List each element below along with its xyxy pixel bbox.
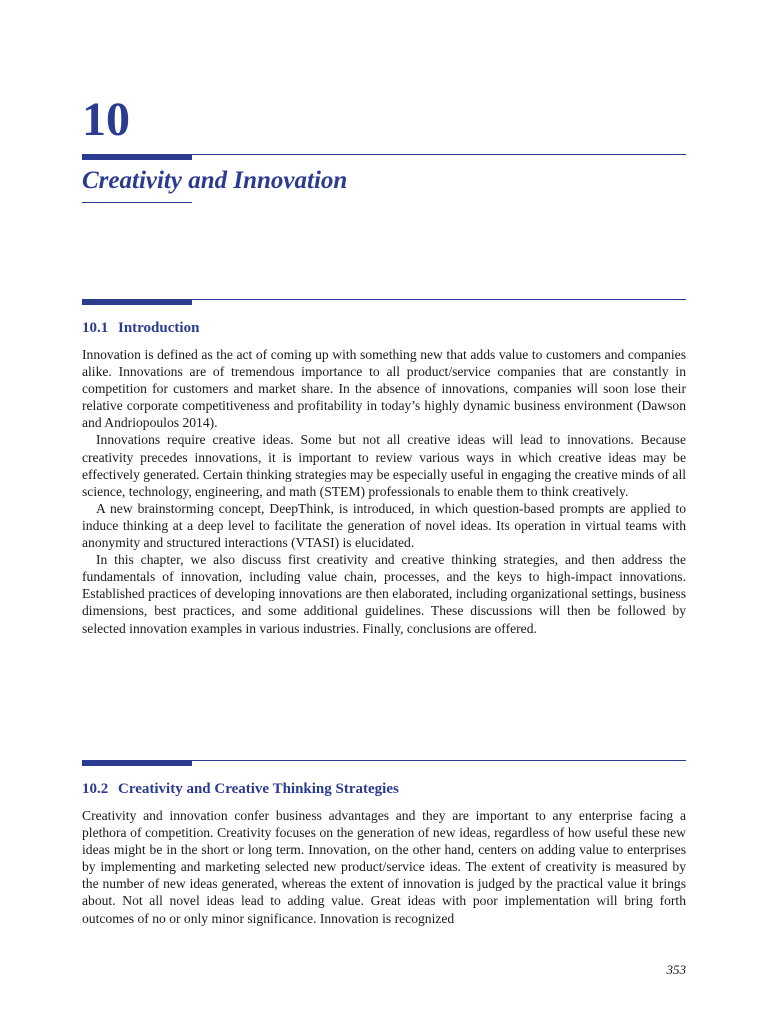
chapter-title-underline (82, 202, 192, 203)
paragraph: In this chapter, we also discuss first creativity and creative thinking strategies, and then address the fundamentals of innovation, including value chain, processes, and the keys to high-impact innovations. Established practices of developing innovations are then elaborated, including organizational settings, business dimensions, best practices, and some additional guidelines. These discussions will then be followed by selected innovation examples in various industries. Finally, conclusions are offered. (82, 552, 686, 636)
creativity-body (82, 807, 686, 927)
paragraph: Creativity and innovation confer business advantages and they are important to any enterprise facing a plethora of competition. Creativity focuses on the generation of new ideas, regardless of how useful these new ideas might be in the short or long term. Innovation, on the other hand, centers on adding value to enterprises by implementing and marketing selected new product/service ideas. The extent of creativity is measured by the number of new ideas generated, whereas the extent of innovation is judged by the practical value it brings about. Not all novel ideas lead to adding value. Great ideas with poor implementation will bring forth outcomes of no or only minor significance. Innovation is recognized (82, 808, 686, 926)
section-heading-creativity (82, 780, 399, 798)
section-number: 10.2 (82, 781, 109, 797)
paragraph: Innovation is defined as the act of coming up with something new that adds value to customers and companies alike. Innovations are of tremendous importance to all product/service companies that are constantly in competition for customers and market share. In the absence of innovations, companies will soon lose their relative corporate competitiveness and profitability in today’s highly dynamic business environment (Dawson and Andriopoulos 2014). (82, 347, 686, 431)
section-heading-introduction (82, 319, 199, 337)
chapter-number: 10 (82, 93, 130, 146)
chapter-rule (82, 154, 686, 160)
section-rule-2 (82, 760, 686, 766)
chapter-title: Creativity and Innovation (82, 167, 348, 194)
paragraph: A new brainstorming concept, DeepThink, is introduced, in which question-based prompts are applied to induce thinking at a deep level to facilitate the generation of novel ideas. Its operation in virtual teams with anonymity and structured interactions (VTASI) is elucidated. (82, 500, 686, 551)
section-rule-1 (82, 299, 686, 305)
section-title: Introduction (118, 320, 200, 336)
page-number: 353 (666, 962, 686, 977)
chapter-rule-thick (82, 154, 192, 160)
section-number: 10.1 (82, 320, 109, 336)
section-title: Creativity and Creative Thinking Strategies (118, 781, 399, 797)
introduction-body (82, 346, 686, 637)
chapter-rule-thin (192, 154, 686, 155)
paragraph: Innovations require creative ideas. Some but not all creative ideas will lead to innovations. Because creativity precedes innovations, it is important to review various ways in which creative ideas may be effectively generated. Certain thinking strategies may be especially useful in engaging the creative minds of all science, technology, engineering, and math (STEM) professionals to enable them to think creatively. (82, 432, 686, 499)
